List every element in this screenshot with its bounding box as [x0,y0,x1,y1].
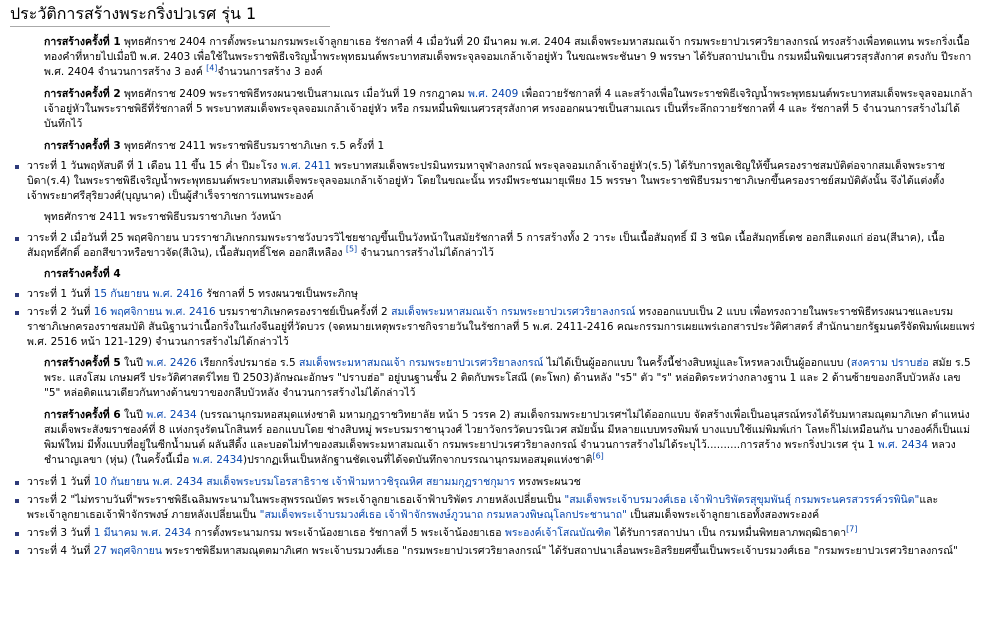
list-item [10,159,975,204]
person-link[interactable]: "สมเด็จพระเจ้าบรมวงศ์เธอ เจ้าฟ้าจักรพงษ์ภูวนาถ กรมหลวงพิษณุโลกประชานาถ" [259,509,627,521]
list-item-text: วาระที่ 1 วันพฤหัสบดี ที่ 1 เดือน 11 ขึ้น 15 ค่ำ ปีมะโรง [27,160,278,172]
section-3-list-a [10,159,975,204]
person-link[interactable]: พระองค์เจ้าโสณบัณฑิต [504,527,611,539]
person-link[interactable]: สมเด็จพระมหาสมณเจ้า กรมพระยาปวเรศวริยาลงกรณ์ [391,306,636,318]
list-item [10,231,975,261]
list-item-text: วาระที่ 3 วันที่ [27,527,91,539]
date-link[interactable]: 1 มีนาคม พ.ศ. 2434 [93,527,192,539]
section-2-heading: การสร้างครั้งที่ 2 [44,88,121,100]
section-1-count: จำนวนการสร้าง 3 องค์ [217,66,323,78]
section-3 [10,139,975,154]
list-item-text: วาระที่ 2 วันที่ [27,306,91,318]
section-1 [10,35,975,80]
section-4-heading: การสร้างครั้งที่ 4 [44,268,121,280]
date-link[interactable]: 15 กันยายน พ.ศ. 2416 [93,288,203,300]
section-5 [10,356,975,401]
list-item-text: ทรงพระผนวช [518,476,581,488]
list-item-text: ได้รับการสถาปนา เป็น กรมหมื่นพิทยลาภพฤฒิธาดา [614,527,847,539]
year-2409-link[interactable]: พ.ศ. 2409 [467,88,519,100]
section-1-text: พุทธศักราช 2404 การตั้งพระนามกรมพระเจ้าลูกยาเธอ รัชกาลที่ 4 เมื่อวันที่ 20 มีนาคม พ.ศ. 2404 สมเด็จพระมหาสมณเจ้า กรมพระยาปวเรศวริยาลงกรณ์ ทรงสร้างเพื่อทดแทน พระกริ่งเนื้อทองคำที่หายไปเมื่อปี พ.ศ. 2403 เพื่อใช้ในพระราชพิธีเจริญน้ำพระพุทธมนต์พระบาทสมเด็จพระจุลจอมเกล้าเจ้าอยู่หัว ในขณะพระชันษา 9 พรรษา ได้รับสถาปนาเป็น กรมหมื่นพิฆเนศวรสุรสังกาศ ตรงกับ ปีระกา พ.ศ. 2404 จำนวนการสร้าง 3 องค์ [44,36,972,78]
year-2434-link[interactable]: พ.ศ. 2434 [146,409,197,421]
list-item-text: วาระที่ 1 วันที่ [27,288,91,300]
section-6-text: ในปี [123,409,143,421]
list-item-text: จำนวนการสร้างไม่ได้กล่าวไว้ [360,247,494,259]
section-3-subheading: พุทธศักราช 2411 พระราชพิธีบรมราชาภิเษก วังหน้า [44,211,282,223]
list-item-text: และ พระเจ้าลูกยาเธอเจ้าฟ้าจักรพงษ์ ภายหลังเปลี่ยนเป็น [27,494,939,521]
section-3-heading: การสร้างครั้งที่ 3 [44,140,121,152]
list-item-text: วาระที่ 4 วันที่ [27,545,91,557]
section-3-list-b [10,231,975,261]
date-link[interactable]: 16 พฤศจิกายน พ.ศ. 2416 [93,306,216,318]
list-item-text: เป็นสมเด็จพระเจ้าลูกยาเธอทั้งสองพระองค์ [630,509,820,521]
section-2-text-b: เพื่อถวายรัชกาลที่ 4 และสร้างเพื่อในพระราชพิธีเจริญน้ำพระพุทธมนต์พระบาทสมเด็จพระจุลจอมเกล้าเจ้าอยู่หัวในพระราชพิธีที่รัชกาลที่ 5 พระบาทสมเด็จพระจุลจอมเกล้าเจ้าอยู่หัว หรือ กรมหมื่นพิฆเนศวรสุรสังกาศ ทรงออกผนวชเป็นสามเณร เป็นที่ระลึกถวายรัชกาลที่ 4 และ รัชกาลที่ 5 จำนวนการสร้างไม่ได้บันทึกไว้ [44,88,973,130]
ref-4-link[interactable]: [4] [206,63,218,73]
person-link[interactable]: "สมเด็จพระเจ้าบรมวงศ์เธอ เจ้าฟ้าบริพัตรสุขุมพันธุ์ กรมพระนครสวรรค์วรพินิต" [564,494,920,506]
section-6-list [10,475,975,559]
list-item-text: วาระที่ 2 เมื่อวันที่ 25 พฤศจิกายน บวรราชาภิเษกกรมพระราชวังบวรวิไชยชาญขึ้นเป็นวังหน้าในสมัยรัชกาลที่ 5 การสร้างทั้ง 2 วาระ เป็นเนื้อสัมฤทธิ์ มี 3 ชนิด เนื้อสัมฤทธิ์เดช ออกสีแดงแก่ อ่อน(สีนาค), เนื้อสัมฤทธิ์ศักดิ์ ออกสีขาวหรือขาวจัด(สีเงิน), เนื้อสัมฤทธิ์โชค ออกสีเหลือง [27,232,945,259]
list-item-text: พระราชพิธีมหาสมณุตตมาภิเศก พระเจ้าบรมวงศ์เธอ "กรมพระยาปวเรศวริยาลงกรณ์" ได้รับสถาปนาเลื่อนพระอิสริยยศขึ้นเป็นพระเจ้าบรมวงศ์เธอ "กรมพระยาปวเรศวริยาลงกรณ์" [165,545,958,557]
section-1-heading: การสร้างครั้งที่ 1 [44,36,121,48]
section-3-text: พุทธศักราช 2411 พระราชพิธีบรมราชาภิเษก ร.5 ครั้งที่ 1 [123,140,385,152]
list-item-text: ทรงออกแบบเป็น 2 แบบ เพื่อทรงถวายในพระราชพิธีทรงผนวชและบรมราชาภิเษกครองราชสมบัติ สันนิฐานว่าเนื้อกริ่งในเก๋งจีนอยู่ที่วัดบวร (จดหมายเหตุพระราชกิจรายวันในรัชกาลที่ 5 พ.ศ. 2411-2416 คณะกรรมการเผยแพร่เอกสารประวัติศาสตร์ สำนักนายกรัฐมนตรีจัดพิมพ์เผยแพร่ พ.ศ. 2516 หน้า 121-129) จำนวนการสร้างไม่ได้กล่าวไว้ [27,306,975,348]
year-2426-link[interactable]: พ.ศ. 2426 [146,357,197,369]
section-4 [10,267,975,282]
date-link[interactable]: 10 กันยายน พ.ศ. 2434 สมเด็จพระบรมโอรสาธิราช เจ้าฟ้ามหาวชิรุณหิศ สยามมกุฎราชกุมาร [93,476,516,488]
date-link[interactable]: 27 พฤศจิกายน [93,545,163,557]
list-item-text: วาระที่ 2 "ไม่ทราบวันที่"พระราชพิธีเฉลิมพระนามในพระสุพรรณบัตร พระเจ้าลูกยาเธอเจ้าฟ้าบริพัตร ภายหลังเปลี่ยนเป็น [27,494,562,506]
year-2434-link[interactable]: พ.ศ. 2434 [192,454,243,466]
section-5-heading: การสร้างครั้งที่ 5 [44,357,121,369]
year-2434-link[interactable]: พ.ศ. 2434 [877,439,929,451]
list-item-text: บรมราชาภิเษกครองราชย์เป็นครั้งที่ 2 [219,306,388,318]
section-6-heading: การสร้างครั้งที่ 6 [44,409,121,421]
section-6 [10,408,975,468]
section-6-text: )ปรากฏเห็นเป็นหลักฐานชัดเจนที่ได้จดบันทึกจากบรรณานุกรมหอสมุดแห่งชาติ [242,454,593,466]
section-6-text: (บรรณานุกรมหอสมุดแห่งชาติ มหามกุฏราชวิทยาลัย หน้า 5 วรรค 2) สมเด็จกรมพระยาปวเรศฯไม่ได้ออกแบบ จัดสร้างเพื่อเป็นอนุสรณ์ทรงได้รับมหาสมณุตมาภิเษก ดำแหน่งสมเด็จพระสังฆราชองค์ที่ 8 แห่งกรุงรัตนโกสินทร์ ออกแบบโดย ช่างสิบหมู่ พระบรมราชานุวงศ์ ไวยาวัจกรวัดบวรนิเวศ สมัยนั้น มีหลายแบบทรงพิมพ์ บางแบบใช้แม่พิมพ์เก่า โลหะก็ไม่เหมือนกัน บางองค์ก็เป็นแม่พิมพ์ใหม่ มีทั้งแบบที่อยู่ในซีกน้ำมนต์ ผลันสีดิ้ง และบอดไม่ทำของสมเด็จพระมหาสมณเจ้า กรมพระยาปวเรศวริยาลงกรณ์ จำนวนการสร้างไม่ได้ระบุไว้..........การสร้าง พระกริ่งปวเรศ รุ่น 1 [44,409,970,451]
section-2-text-a: พุทธศักราช 2409 พระราชพิธีทรงผนวชเป็นสามเณร เมื่อวันที่ 19 กรกฎาคม [123,88,465,100]
list-item [10,544,975,559]
list-item-text: รัชกาลที่ 5 ทรงผนวชเป็นพระภิกษุ [206,288,358,300]
section-5-text: ในปี [123,357,143,369]
list-item-text: พระบาทสมเด็จพระปรมินทรมหาจุฬาลงกรณ์ พระจุลจอมเกล้าเจ้าอยู่หัว(ร.5) ได้รับการทูลเชิญให้ขึ้นครองราชสมบัติต่อจากสมเด็จพระราชบิดา(ร.4) ในพระราชพิธีเจริญน้ำพระพุทธมนต์พระบาทสมเด็จพระจุลจอมเกล้าเจ้าอยู่หัว โดยในขณะนั้น ทรงมีพระชนมายุเพียง 15 พรรษา ในพระราชพิธีบรมราชาภิเษกขึ้นครองราชย์สมบัติดังนั้น จึงได้แต่งตั้งเจ้าพระยาศรีสุริยวงศ์(บุญนาค) เป็นผู้สำเร็จราชการแทนพระองค์ [27,160,945,202]
year-2411-link[interactable]: พ.ศ. 2411 [280,160,332,172]
section-5-text: ไม่ได้เป็นผู้ออกแบบ ในครั้งนี้ช่างสิบหมู่และโหรหลวงเป็นผู้ออกแบบ ( [546,357,851,369]
war-link[interactable]: สงคราม ปราบฮ่อ [850,357,929,369]
ref-7-link[interactable]: [7] [846,524,858,534]
section-5-text: สมัย ร.5 พระ. แสงโสม เกษมศรี ประวัติศาสตร์ไทย ปี 2503)ลักษณะอักษร "ปราบฮ่อ" อยู่บนฐานชั้น 2 ติดกับพระโสณี (ตะโพก) ด้านหลัง "ร5" ตัว "ร" หล่อติดระหว่างกลางฐาน 1 และ 2 ด้านซ้ายของกลีบบัวหลัง เลข "5" หล่อติดแนวเดียวกันทางด้านขวาของกลีบบัวหลัง จำนวนการสร้างไม่ได้กล่าวไว้ [44,357,971,399]
list-item [10,475,975,490]
list-item-text: การตั้งพระนามกรม พระเจ้าน้องยาเธอ รัชกาลที่ 5 พระเจ้าน้องยาเธอ [194,527,502,539]
list-item-text: วาระที่ 1 วันที่ [27,476,91,488]
section-2 [10,87,975,132]
person-link[interactable]: สมเด็จพระมหาสมณเจ้า กรมพระยาปวเรศวริยาลงกรณ์ [299,357,544,369]
list-item [10,305,975,350]
list-item [10,287,975,302]
list-item [10,493,975,523]
section-5-text: เรียกกริ่งปรมาธ่อ ร.5 [199,357,296,369]
section-6-text: หลวงชำนาญเลขา (หุ่น) (ในครั้งนี้เมื่อ [44,439,956,466]
ref-5-link[interactable]: [5] [345,244,358,254]
ref-6-link[interactable]: [6] [592,451,604,461]
list-item [10,526,975,541]
section-4-list [10,287,975,350]
page-title: ประวัติการสร้างพระกริ่งปวเรศ รุ่น 1 [10,3,330,27]
